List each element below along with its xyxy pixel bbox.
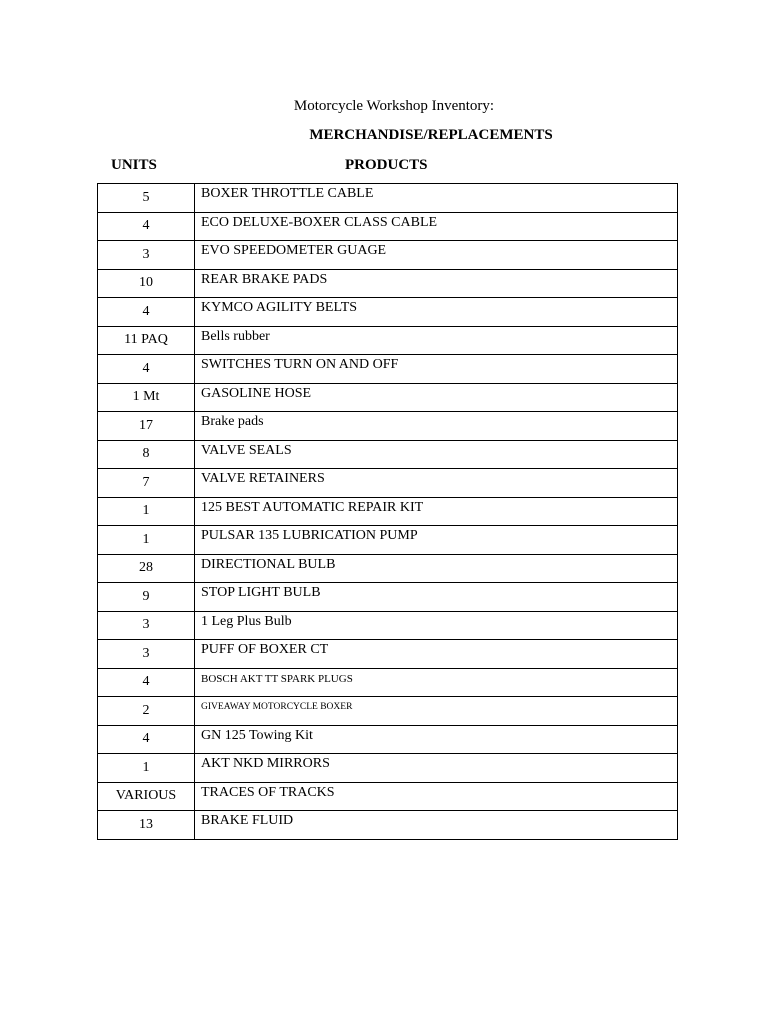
product-cell: VALVE RETAINERS: [195, 469, 678, 498]
units-cell: 1: [98, 754, 195, 783]
product-cell: GASOLINE HOSE: [195, 383, 678, 412]
product-cell: TRACES OF TRACKS: [195, 782, 678, 811]
units-cell: 1: [98, 497, 195, 526]
page-title: Motorcycle Workshop Inventory:: [293, 98, 495, 114]
units-cell: 4: [98, 212, 195, 241]
product-cell: DIRECTIONAL BULB: [195, 554, 678, 583]
product-cell: REAR BRAKE PADS: [195, 269, 678, 298]
products-column-header: PRODUCTS: [345, 157, 428, 173]
table-row: [98, 326, 678, 355]
table-row: [98, 355, 678, 384]
product-cell: 1 Leg Plus Bulb: [195, 611, 678, 640]
table-row: [98, 640, 678, 669]
units-cell: 28: [98, 554, 195, 583]
product-cell: Bells rubber: [195, 326, 678, 355]
product-cell: GN 125 Towing Kit: [195, 725, 678, 754]
table-row: [98, 241, 678, 270]
table-row: [98, 554, 678, 583]
units-cell: 4: [98, 725, 195, 754]
product-cell: PULSAR 135 LUBRICATION PUMP: [195, 526, 678, 555]
product-cell: SWITCHES TURN ON AND OFF: [195, 355, 678, 384]
page-subtitle: MERCHANDISE/REPLACEMENTS: [309, 127, 553, 143]
product-cell: STOP LIGHT BULB: [195, 583, 678, 612]
table-row: [98, 383, 678, 412]
table-row: [98, 782, 678, 811]
units-cell: 4: [98, 298, 195, 327]
units-cell: 9: [98, 583, 195, 612]
units-cell: 10: [98, 269, 195, 298]
product-cell: ECO DELUXE-BOXER CLASS CABLE: [195, 212, 678, 241]
product-cell: BOXER THROTTLE CABLE: [195, 184, 678, 213]
units-cell: 4: [98, 355, 195, 384]
units-cell: 17: [98, 412, 195, 441]
units-cell: 5: [98, 184, 195, 213]
table-row: [98, 725, 678, 754]
table-row: [98, 469, 678, 498]
units-cell: 1: [98, 526, 195, 555]
table-row: [98, 269, 678, 298]
units-cell: 7: [98, 469, 195, 498]
table-row: [98, 583, 678, 612]
units-column-header: UNITS: [111, 157, 157, 173]
table-row: [98, 440, 678, 469]
units-cell: 2: [98, 697, 195, 726]
units-cell: 11 PAQ: [98, 326, 195, 355]
product-cell: KYMCO AGILITY BELTS: [195, 298, 678, 327]
inventory-table: [97, 183, 678, 840]
product-cell: 125 BEST AUTOMATIC REPAIR KIT: [195, 497, 678, 526]
product-cell: Brake pads: [195, 412, 678, 441]
product-cell: AKT NKD MIRRORS: [195, 754, 678, 783]
product-cell: GIVEAWAY MOTORCYCLE BOXER: [195, 697, 678, 726]
units-cell: 4: [98, 668, 195, 697]
table-row: [98, 754, 678, 783]
table-row: [98, 298, 678, 327]
table-row: [98, 412, 678, 441]
product-cell: BRAKE FLUID: [195, 811, 678, 840]
units-cell: 3: [98, 611, 195, 640]
units-cell: 13: [98, 811, 195, 840]
units-cell: 1 Mt: [98, 383, 195, 412]
product-cell: VALVE SEALS: [195, 440, 678, 469]
table-row: [98, 697, 678, 726]
table-row: [98, 497, 678, 526]
units-cell: 8: [98, 440, 195, 469]
units-cell: VARIOUS: [98, 782, 195, 811]
units-cell: 3: [98, 640, 195, 669]
product-cell: EVO SPEEDOMETER GUAGE: [195, 241, 678, 270]
table-row: [98, 184, 678, 213]
units-cell: 3: [98, 241, 195, 270]
product-cell: PUFF OF BOXER CT: [195, 640, 678, 669]
product-cell: BOSCH AKT TT SPARK PLUGS: [195, 668, 678, 697]
table-row: [98, 811, 678, 840]
table-row: [98, 668, 678, 697]
table-row: [98, 212, 678, 241]
table-row: [98, 526, 678, 555]
table-row: [98, 611, 678, 640]
